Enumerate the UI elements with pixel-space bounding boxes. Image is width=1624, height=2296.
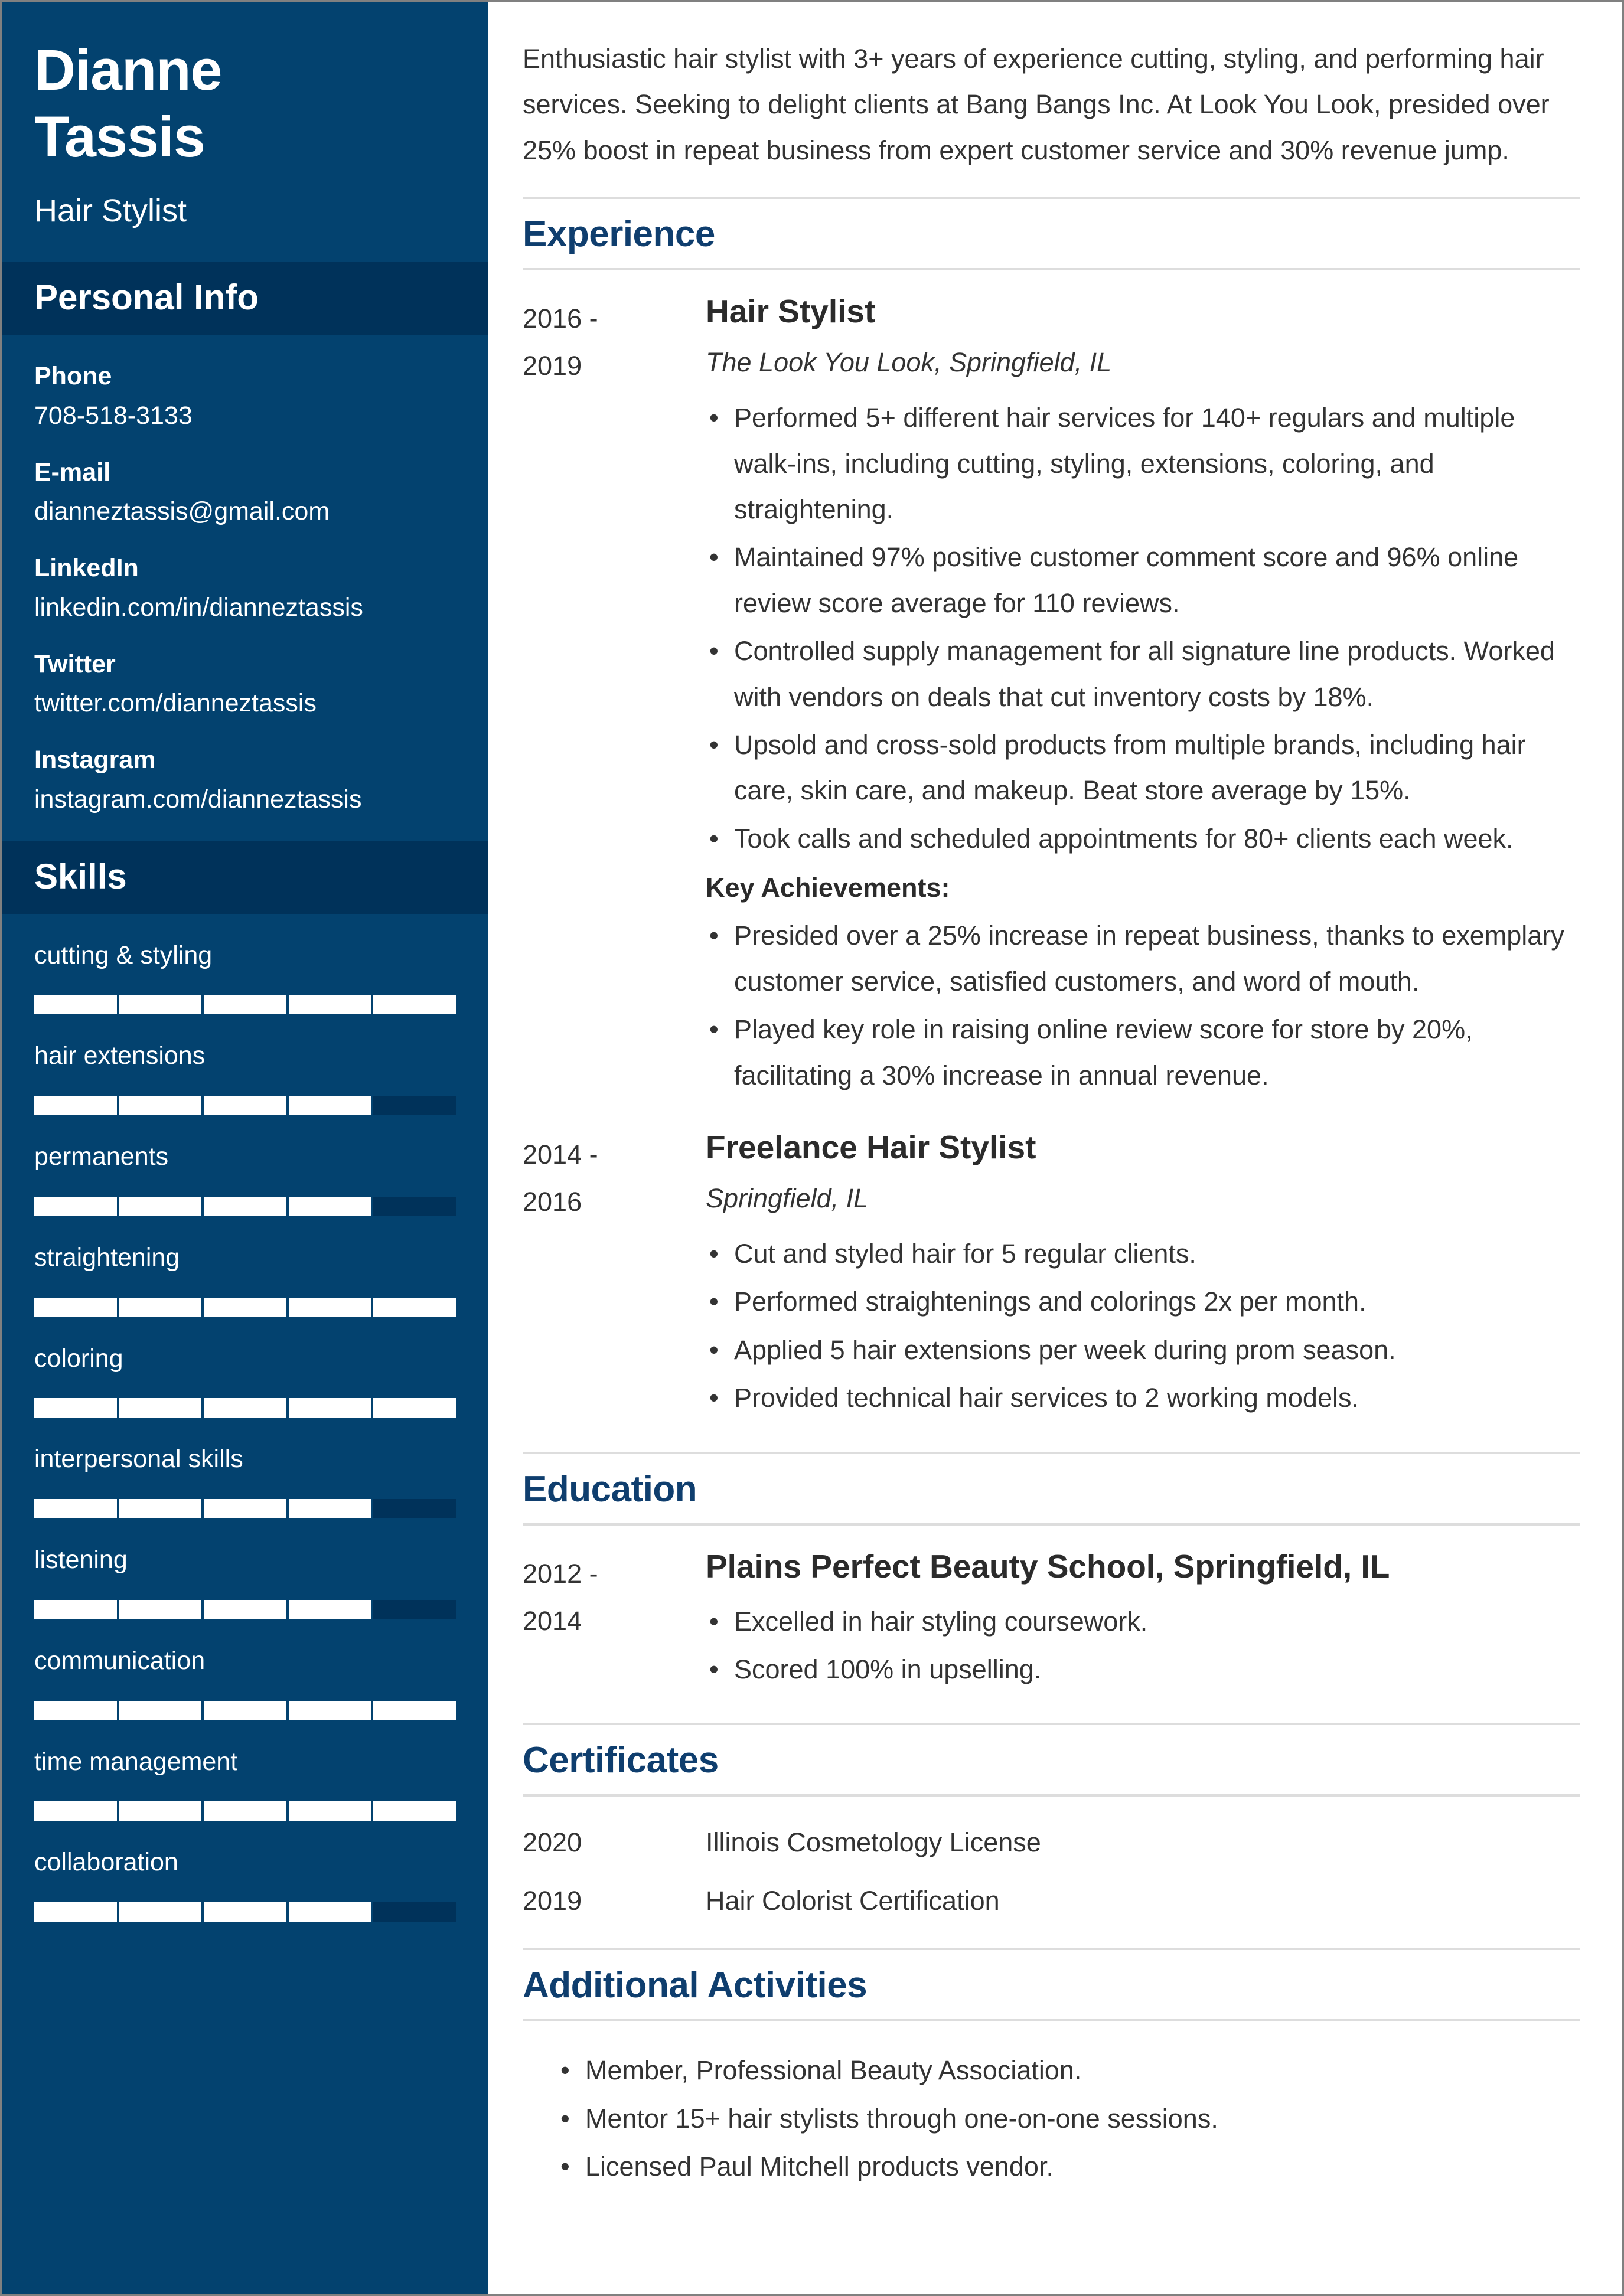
- skills-heading: Skills: [34, 856, 127, 896]
- skills-band: [2, 841, 488, 914]
- last-name: Tassis: [34, 104, 205, 169]
- contact-item-email: [34, 457, 456, 528]
- list-item: • Excelled in hair styling coursework.: [706, 1599, 1580, 1644]
- contact-label: E-mail: [34, 458, 111, 486]
- skill-segment-filled: [34, 1902, 117, 1922]
- skill-segment-empty: [373, 1902, 456, 1922]
- instagram-value[interactable]: instagram.com/dianneztassis: [34, 785, 362, 814]
- list-item: • Presided over a 25% increase in repeat business, thanks to exemplary customer service, satisfied customers, and word of mouth.: [706, 913, 1580, 1004]
- skill-level-bar: [34, 1197, 456, 1216]
- section-experience: [523, 197, 1580, 1449]
- skill-segment-filled: [204, 1902, 286, 1922]
- experience-heading: Experience: [523, 197, 1580, 270]
- entry-body: [706, 292, 1580, 1100]
- skill-segment-filled: [204, 995, 286, 1014]
- skill-segment-filled: [204, 1096, 286, 1115]
- skill-segment-empty: [373, 1600, 456, 1619]
- skill-segment-filled: [204, 1298, 286, 1317]
- list-item: • Licensed Paul Mitchell products vendor.: [557, 2144, 1580, 2189]
- skill-level-bar: [34, 995, 456, 1014]
- contact-item-phone: [34, 361, 456, 432]
- skill-segment-filled: [34, 995, 117, 1014]
- skill-segment-filled: [119, 995, 202, 1014]
- skill-item: [34, 1141, 456, 1216]
- skill-segment-filled: [119, 1298, 202, 1317]
- first-name: Dianne: [34, 38, 222, 102]
- list-item: • Mentor 15+ hair stylists through one-on-one sessions.: [557, 2096, 1580, 2141]
- entry-dates: [523, 1128, 706, 1423]
- skill-segment-filled: [34, 1600, 117, 1619]
- skill-item: [34, 1746, 456, 1821]
- linkedin-value[interactable]: linkedin.com/in/dianneztassis: [34, 593, 363, 622]
- certificate-year: 2020: [523, 1827, 582, 1858]
- skill-segment-filled: [119, 1398, 202, 1418]
- skill-level-bar: [34, 1801, 456, 1821]
- section-education: [523, 1452, 1580, 1721]
- list-item: • Cut and styled hair for 5 regular clients.: [706, 1231, 1580, 1276]
- skill-item: [34, 1847, 456, 1922]
- skill-level-bar: [34, 1902, 456, 1922]
- list-item: • Controlled supply management for all signature line products. Worked with vendors on deals that cut inventory costs by 18%.: [706, 628, 1580, 720]
- skill-segment-empty: [373, 1197, 456, 1216]
- main-content: [488, 2, 1622, 2294]
- date-end: 2014: [523, 1605, 582, 1636]
- page-title: [34, 37, 456, 170]
- certificate-year: 2019: [523, 1886, 582, 1916]
- activities-body: [523, 2021, 1580, 2189]
- job-bullets-0: [706, 395, 1580, 861]
- skill-segment-empty: [373, 1096, 456, 1115]
- skill-segment-filled: [204, 1801, 286, 1821]
- certificate-name: Hair Colorist Certification: [706, 1886, 1000, 1916]
- experience-entry-0: [523, 270, 1580, 1106]
- email-value[interactable]: dianneztassis@gmail.com: [34, 497, 330, 526]
- contact-label: Phone: [34, 362, 112, 391]
- list-item: • Played key role in raising online review score for store by 20%, facilitating a 30% increase in annual revenue.: [706, 1007, 1580, 1098]
- skill-segment-filled: [204, 1197, 286, 1216]
- skill-segment-filled: [34, 1499, 117, 1518]
- list-item: • Provided technical hair services to 2 working models.: [706, 1375, 1580, 1420]
- list-item: • Performed straightenings and colorings 2x per month.: [706, 1279, 1580, 1324]
- skill-segment-filled: [289, 1600, 371, 1619]
- personal-info-band: [2, 262, 488, 335]
- job-bullets-1: [706, 1231, 1580, 1421]
- list-item: • Applied 5 hair extensions per week during prom season.: [706, 1327, 1580, 1373]
- sidebar: [2, 2, 488, 2294]
- skill-segment-filled: [373, 1801, 456, 1821]
- contact-label: Instagram: [34, 746, 156, 775]
- skill-label: listening: [34, 1546, 128, 1575]
- skill-label: permanents: [34, 1142, 169, 1171]
- skill-segment-filled: [119, 1499, 202, 1518]
- job-company-1: Springfield, IL: [706, 1183, 869, 1214]
- job-achievements-0: [706, 913, 1580, 1098]
- skill-segment-filled: [373, 995, 456, 1014]
- certificate-row-1: [523, 1861, 1580, 1945]
- skill-segment-filled: [373, 1398, 456, 1418]
- date-start: 2016 -: [523, 303, 598, 334]
- personal-info-heading: Personal Info: [34, 277, 259, 318]
- skill-item: [34, 1443, 456, 1518]
- list-item: • Performed 5+ different hair services for 140+ regulars and multiple walk-ins, including cutting, styling, extensions, coloring, and straightening.: [706, 395, 1580, 532]
- certificate-name: Illinois Cosmetology License: [706, 1827, 1041, 1858]
- skill-segment-filled: [289, 1499, 371, 1518]
- date-start: 2012 -: [523, 1558, 598, 1589]
- skill-segment-filled: [119, 1096, 202, 1115]
- skill-segment-filled: [289, 995, 371, 1014]
- section-certificates: [523, 1723, 1580, 1945]
- skill-segment-filled: [34, 1701, 117, 1720]
- skill-level-bar: [34, 1600, 456, 1619]
- skill-segment-filled: [289, 1801, 371, 1821]
- name-block: [2, 2, 488, 262]
- date-end: 2016: [523, 1187, 582, 1217]
- certificate-row-0: [523, 1797, 1580, 1861]
- key-achievements-label-0: Key Achievements:: [706, 873, 950, 903]
- skill-label: coloring: [34, 1344, 123, 1373]
- contact-label: Twitter: [34, 649, 116, 678]
- date-start: 2014 -: [523, 1139, 598, 1170]
- twitter-value[interactable]: twitter.com/dianneztassis: [34, 689, 317, 718]
- contact-list: [2, 335, 488, 841]
- additional-activities-heading: Additional Activities: [523, 1948, 1580, 2021]
- skill-segment-filled: [289, 1701, 371, 1720]
- skill-segment-filled: [289, 1298, 371, 1317]
- skill-segment-filled: [119, 1701, 202, 1720]
- contact-item-instagram: [34, 744, 456, 816]
- list-item: • Took calls and scheduled appointments for 80+ clients each week.: [706, 816, 1580, 861]
- skill-level-bar: [34, 1701, 456, 1720]
- experience-entry-1: [523, 1106, 1580, 1449]
- skill-segment-filled: [34, 1801, 117, 1821]
- skill-level-bar: [34, 1096, 456, 1115]
- skill-segment-filled: [119, 1902, 202, 1922]
- education-heading: Education: [523, 1452, 1580, 1526]
- list-item: • Upsold and cross-sold products from multiple brands, including hair care, skin care, and makeup. Beat store average by 15%.: [706, 722, 1580, 814]
- skill-item: [34, 1645, 456, 1720]
- skill-segment-filled: [119, 1600, 202, 1619]
- school-name-0: Plains Perfect Beauty School, Springfield, IL: [706, 1547, 1390, 1585]
- skill-label: time management: [34, 1747, 238, 1776]
- skill-segment-filled: [289, 1197, 371, 1216]
- skill-segment-filled: [34, 1096, 117, 1115]
- activity-bullets: [557, 2047, 1580, 2189]
- skill-segment-filled: [204, 1398, 286, 1418]
- skill-segment-filled: [373, 1701, 456, 1720]
- education-entry-0: [523, 1526, 1580, 1721]
- list-item: • Maintained 97% positive customer comment score and 96% online review score average for 110 reviews.: [706, 534, 1580, 626]
- skill-item: [34, 940, 456, 1015]
- date-end: 2019: [523, 351, 582, 381]
- skill-segment-empty: [373, 1499, 456, 1518]
- skill-segment-filled: [289, 1096, 371, 1115]
- job-title: Hair Stylist: [34, 193, 187, 229]
- skill-level-bar: [34, 1398, 456, 1418]
- entry-dates: [523, 292, 706, 1100]
- phone-value[interactable]: 708-518-3133: [34, 401, 193, 430]
- contact-item-linkedin: [34, 553, 456, 624]
- skill-label: collaboration: [34, 1848, 178, 1877]
- skill-level-bar: [34, 1298, 456, 1317]
- contact-label: LinkedIn: [34, 554, 139, 583]
- skill-segment-filled: [373, 1298, 456, 1317]
- section-additional-activities: [523, 1948, 1580, 2189]
- entry-body: [706, 1547, 1580, 1695]
- skill-segment-filled: [34, 1398, 117, 1418]
- job-title-0: Hair Stylist: [706, 293, 876, 330]
- contact-item-twitter: [34, 649, 456, 720]
- skill-segment-filled: [204, 1600, 286, 1619]
- skill-level-bar: [34, 1499, 456, 1518]
- certificates-heading: Certificates: [523, 1723, 1580, 1797]
- skill-item: [34, 1242, 456, 1317]
- skills-list: [2, 914, 488, 2294]
- professional-summary: Enthusiastic hair stylist with 3+ years of experience cutting, styling, and performing hair services. Seeking to delight clients at Bang Bangs Inc. At Look You Look, presided over 25% boost in repeat business from expert customer service and 30% revenue jump.: [523, 44, 1550, 165]
- skill-segment-filled: [204, 1499, 286, 1518]
- skill-label: hair extensions: [34, 1041, 206, 1070]
- entry-body: [706, 1128, 1580, 1423]
- skill-item: [34, 1544, 456, 1619]
- job-title-1: Freelance Hair Stylist: [706, 1129, 1036, 1166]
- skill-segment-filled: [34, 1298, 117, 1317]
- skill-label: straightening: [34, 1243, 180, 1272]
- skill-item: [34, 1343, 456, 1418]
- list-item: • Scored 100% in upselling.: [706, 1647, 1580, 1692]
- skill-segment-filled: [34, 1197, 117, 1216]
- skill-label: cutting & styling: [34, 940, 213, 969]
- skill-label: interpersonal skills: [34, 1445, 243, 1474]
- skill-segment-filled: [204, 1701, 286, 1720]
- entry-dates: [523, 1547, 706, 1695]
- skill-segment-filled: [119, 1801, 202, 1821]
- skill-item: [34, 1040, 456, 1115]
- job-company-0: The Look You Look, Springfield, IL: [706, 347, 1112, 378]
- skill-label: communication: [34, 1646, 206, 1675]
- skill-segment-filled: [119, 1197, 202, 1216]
- list-item: • Member, Professional Beauty Association.: [557, 2047, 1580, 2093]
- skill-segment-filled: [289, 1902, 371, 1922]
- skill-segment-filled: [289, 1398, 371, 1418]
- education-bullets-0: [706, 1599, 1580, 1693]
